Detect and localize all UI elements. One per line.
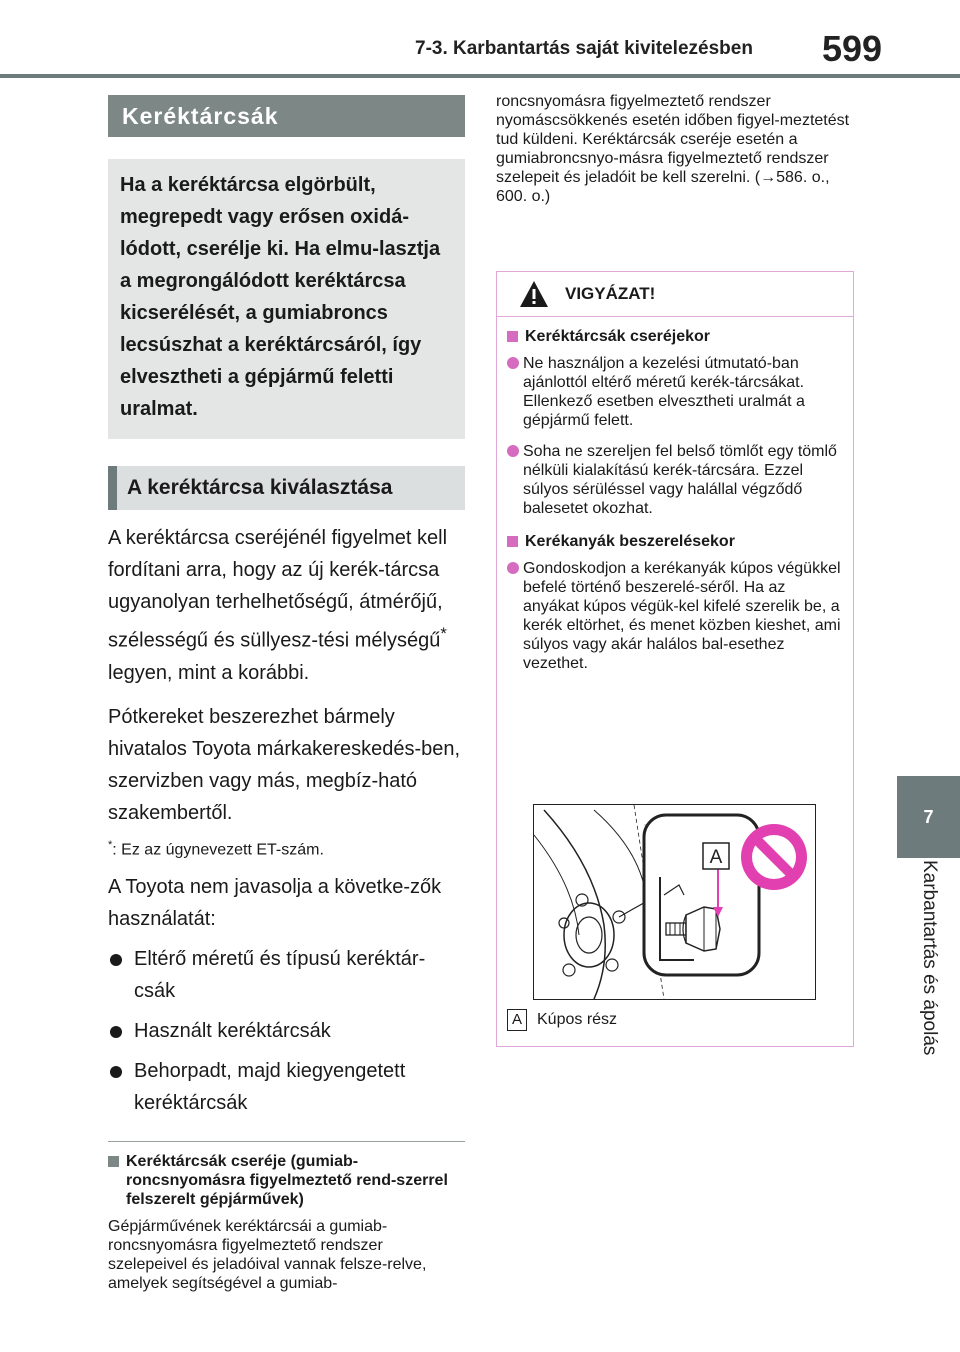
page-header <box>0 0 960 80</box>
subsection-title: A keréktárcsa kiválasztása <box>108 466 465 510</box>
wheel-nut-illustration <box>533 804 816 1000</box>
footnote-mark: * <box>108 838 113 851</box>
warning-box <box>496 271 854 1047</box>
summary-box: Ha a keréktárcsa elgörbült, megrepedt vagy erősen oxidá-lódott, cserélje ki. Ha elmu-lasztja a megrongálódott keréktárcsa kicserélését, a gumiabroncs lecsúszhat a keréktárcsáról, így elvesztheti a gépjármű feletti uralmat. <box>108 159 465 439</box>
chapter-tab-title <box>897 860 960 1100</box>
page-number: 599 <box>822 28 883 69</box>
chapter-tab-label: Karbantartás és ápolás <box>918 860 940 1056</box>
warning-heading: Kerékanyák beszerelésekor <box>507 532 843 551</box>
paragraph-rim-selection <box>108 522 465 689</box>
warning-body <box>497 317 853 673</box>
figure-label-a: A <box>709 847 723 868</box>
footnote-marker: * <box>440 624 447 643</box>
header-rule <box>0 74 960 78</box>
paragraph-part-b: legyen, mint a korábbi. <box>108 661 310 684</box>
right-column <box>496 92 856 206</box>
wheel-hub-drawing <box>534 805 815 999</box>
list-item: Használt keréktárcsák <box>108 1015 465 1047</box>
divider <box>108 1141 465 1142</box>
footnote <box>108 839 465 859</box>
intro-text: roncsnyomásra figyelmeztető rendszer nyomáscsökkenés esetén időben figyel-meztetést tud küldeni. Keréktárcsák cseréje esetén a gumiabroncsnyo-másra figyelmeztető rendszer szelepeit és jeladóit be kell szerelni. (→586. o., 600. o.) <box>496 93 850 205</box>
warning-heading: Keréktárcsák cseréjekor <box>507 327 843 346</box>
caption-tag: A <box>507 1009 527 1031</box>
list-item: Behorpadt, majd kiegyengetett keréktárcsák <box>108 1055 465 1119</box>
paragraph-spare-wheel: Pótkereket beszerezhet bármely hivatalos Toyota márkakereskedés-ben, szervizben vagy más, megbíz-ható szakembertől. <box>108 705 461 824</box>
note-heading: Keréktárcsák cseréje (gumiab-roncsnyomásra figyelmeztető rend-szerrel felszerelt gépjárművek) <box>108 1152 465 1209</box>
warning-item: Soha ne szereljen fel belső tömlőt egy tömlő nélküli kialakítású kerék-tárcsára. Ezzel súlyos sérüléssel vagy halállal végződő balesetet okozhat. <box>507 442 843 518</box>
left-column <box>108 95 465 1293</box>
warning-item: Gondoskodjon a kerékanyák kúpos végükkel befelé történő beszerelé-séről. Ha az anyákat kúpos végük-kel kifelé szerelik be, a kerék eltörhet, és menet közben kieshet, ami súlyos vagy akár halálos bal-esethez vezethet. <box>507 559 843 673</box>
paragraph-part-a: A keréktárcsa cseréjénél figyelmet kell fordítani arra, hogy az új kerék-tárcsa ugyanolyan terhelhetőségű, átmérőjű, szélességű és süllyesz-tési mélységű <box>108 527 448 652</box>
footnote-text: : Ez az úgynevezett ET-szám. <box>112 840 324 858</box>
paragraph-not-recommended: A Toyota nem javasolja a követke-zők használatát: <box>108 875 442 930</box>
caption-text: Kúpos rész <box>537 1011 618 1028</box>
warning-item: Ne használjon a kezelési útmutató-ban ajánlottól eltérő méretű kerék-tárcsákat. Ellenkező esetben elvesztheti uralmát a gépjármű felett. <box>507 354 843 430</box>
warning-triangle-icon <box>519 280 549 308</box>
figure-caption <box>507 1009 617 1031</box>
warning-header <box>497 272 853 317</box>
list-item: Eltérő méretű és típusú keréktár-csák <box>108 943 465 1007</box>
running-head: 7-3. Karbantartás saját kivitelezésben <box>415 38 753 59</box>
warning-title: VIGYÁZAT! <box>565 284 656 303</box>
section-title: Keréktárcsák <box>108 95 465 137</box>
chapter-tab-number: 7 <box>897 776 960 858</box>
note-text: Gépjárművének keréktárcsái a gumiab-roncsnyomásra figyelmeztető rendszer szelepeivel és jeladóival vannak felsze-relve, amelyek segítségével a gumiab- <box>108 1217 427 1292</box>
